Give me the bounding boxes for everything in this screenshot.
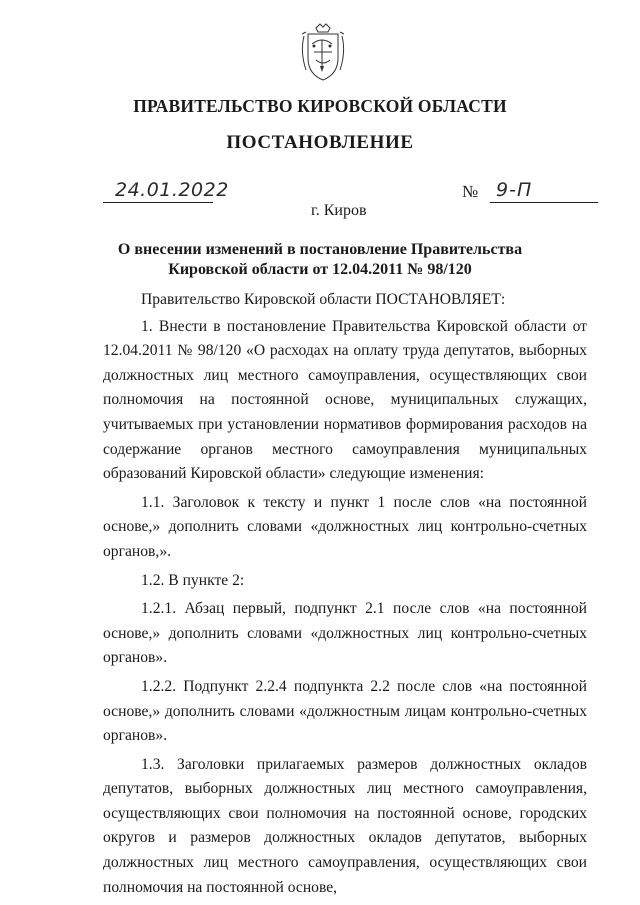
paragraph-1: 1. Внести в постановление Правительства Кировской области от 12.04.2011 № 98/120 «О расходах на оплату труда депутатов, выборных должностных лиц местного самоуправления, осуществляющих свои полномочия на постоянной основе, муниципальных служащих, учитываемых при установлении нормативов формирования расходов на содержание органов местного самоуправления муниципальных образований Кировской области» следующие изменения:: [103, 317, 587, 483]
document-type: ПОСТАНОВЛЕНИЕ: [226, 132, 414, 153]
paragraph-1-2-1: 1.2.1. Абзац первый, подпункт 2.1 после слов «на постоянной основе,» дополнить словами «должностных лиц контрольно-счетных органов».: [103, 600, 587, 667]
document-body: [103, 288, 587, 904]
document-number: 9-П: [496, 179, 533, 201]
paragraph-1-1: 1.1. Заголовок к тексту и пункт 1 после слов «на постоянной основе,» дополнить словами «должностных лиц контрольно-счетных органов,».: [103, 493, 587, 560]
paragraph-1-3: 1.3. Заголовки прилагаемых размеров должностных окладов депутатов, выборных должностных лиц местного самоуправления, осуществляющих свои полномочия на постоянной основе, городских округов и размеров должностных окладов депутатов, выборных должностных лиц местного самоуправления, осуществляющих свои полномочия на постоянной основе,: [103, 755, 587, 896]
number-line: [490, 178, 598, 203]
document-date: 24.01.2022: [115, 179, 229, 201]
subject-line-2: Кировской области от 12.04.2011 № 98/120: [168, 261, 472, 278]
paragraph-1-2: 1.2. В пункте 2:: [141, 571, 245, 589]
paragraph-1-2-2: 1.2.2. Подпункт 2.2.4 подпункта 2.2 после слов «на постоянной основе,» дополнить словами «должностным лицам контрольно-счетных органов».: [103, 677, 587, 745]
organization-title: ПРАВИТЕЛЬСТВО КИРОВСКОЙ ОБЛАСТИ: [133, 96, 507, 116]
subject-line-1: О внесении изменений в постановление Правительства: [117, 241, 523, 258]
city: г. Киров: [311, 202, 367, 219]
coat-of-arms-icon: [298, 22, 348, 84]
document-subject: [0, 240, 640, 280]
date-line: [103, 178, 229, 203]
number-label: №: [462, 182, 479, 201]
paragraph-preamble: Правительство Кировской области ПОСТАНОВЛЯЕТ:: [141, 291, 506, 308]
